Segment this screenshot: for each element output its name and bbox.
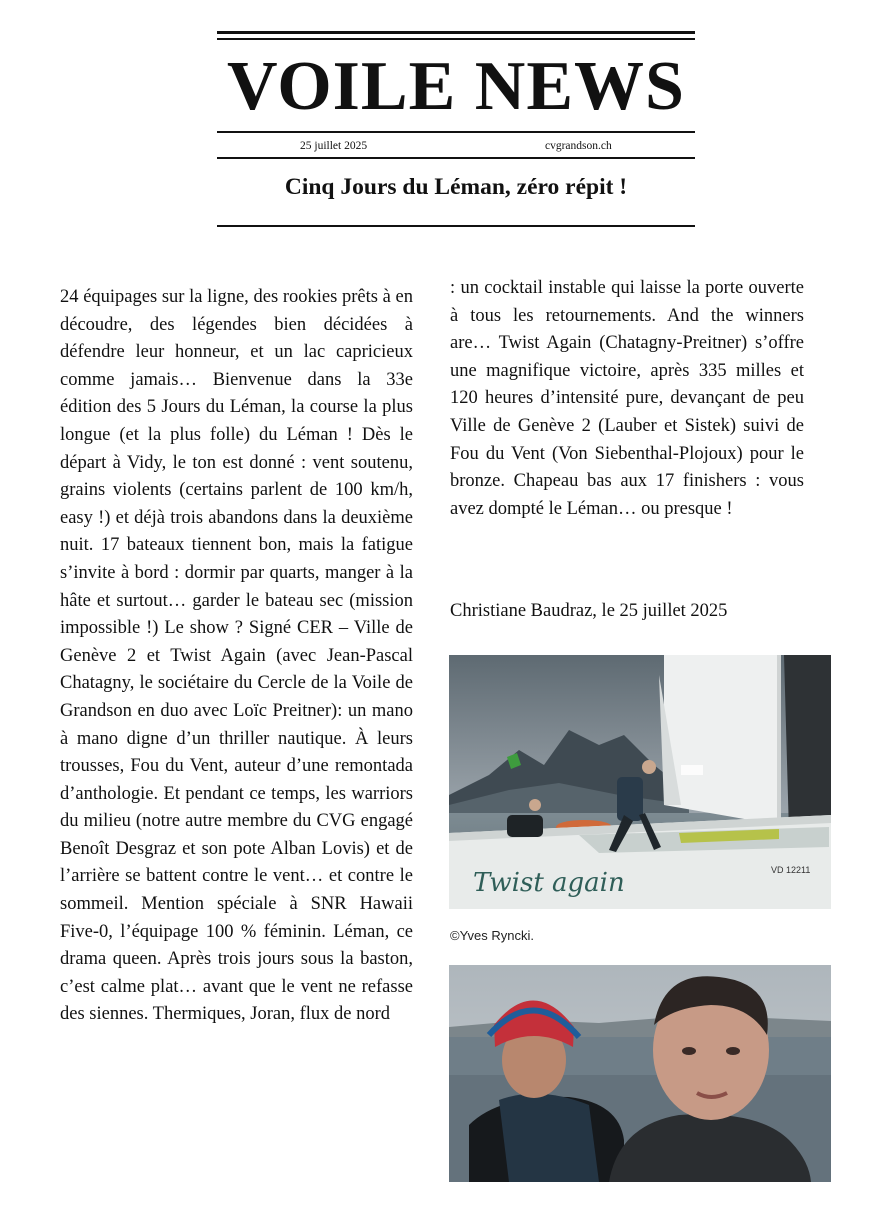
masthead-bottom-rule: [217, 157, 695, 159]
article-headline: Cinq Jours du Léman, zéro répit !: [284, 174, 628, 200]
newspaper-title: VOILE NEWS: [227, 48, 685, 125]
hull-lettering: Twist again: [473, 868, 625, 898]
masthead-top-rule: [217, 31, 695, 34]
photo-credit: ©Yves Ryncki.: [450, 928, 534, 943]
sail-number: VD 12211: [771, 865, 811, 875]
website-link[interactable]: cvgrandson.ch: [545, 140, 612, 152]
article-column-right: : un cocktail instable qui laisse la porte ouverte à tous les retournements. And the winners are… Twist Again (Chatagny-Preitner) s’offre une magnifique victoire, après 335 milles et 120 heures d’intensité pure, devançant de peu Ville de Genève 2 (Lauber et Sistek) suivi de Fou du Vent (Von Siebenthal-Plojoux) pour le bronze. Chapeau bas aux 17 finishers : vous avez dompté le Léman… ou presque !: [450, 278, 804, 519]
article-byline: Christiane Baudraz, le 25 juillet 2025: [450, 601, 728, 621]
masthead-top-thin-rule: [217, 38, 695, 40]
headline-divider: [217, 225, 695, 227]
issue-date: 25 juillet 2025: [300, 140, 368, 152]
sailboat-photo: [449, 655, 831, 909]
masthead-divider: [217, 131, 695, 133]
article-column-left: 24 équipages sur la ligne, des rookies prêts à en découdre, des légendes bien décidées à défendre leur honneur, et un lac capricieux comme jamais… Bienvenue dans la 33e édition des 5 Jours du Léman, la course la plus longue (et la plus folle) du Léman ! Dès le départ à Vidy, le ton est donné : vent soutenu, grains violents (certains parlent de 100 km/h, easy !) et déjà trois abandons dans la deuxième nuit. 17 bateaux tiennent bon, mais la fatigue s’invite à bord : dormir par quarts, manger à la hâte et surtout… garder le bateau sec (mission impossible !) Le show ? Signé CER – Ville de Genève 2 et Twist Again (avec Jean-Pascal Chatagny, le sociétaire du Cercle de la Voile de Grandson en duo avec Loïc Preitner): un mano à mano digne d’un thriller nautique. À leurs trousses, Fou du Vent, auteur d’une remontada d’anthologie. Et pendant ce temps, les warriors du milieu (notre autre membre du CVG engagé Benoît Desgraz et son pote Alban Lovis) et de l’arrière se battent contre le vent… et contre le sommeil. Mention spéciale à SNR Hawaii Five-0, l’équipage 100 % féminin. Léman, ce drama queen. Après trois jours sous la baston, c’est calme plat… avant que le vent ne refasse des siennes. Thermiques, Joran, flux de nord: [60, 287, 413, 1025]
crew-selfie-photo: [449, 965, 831, 1182]
